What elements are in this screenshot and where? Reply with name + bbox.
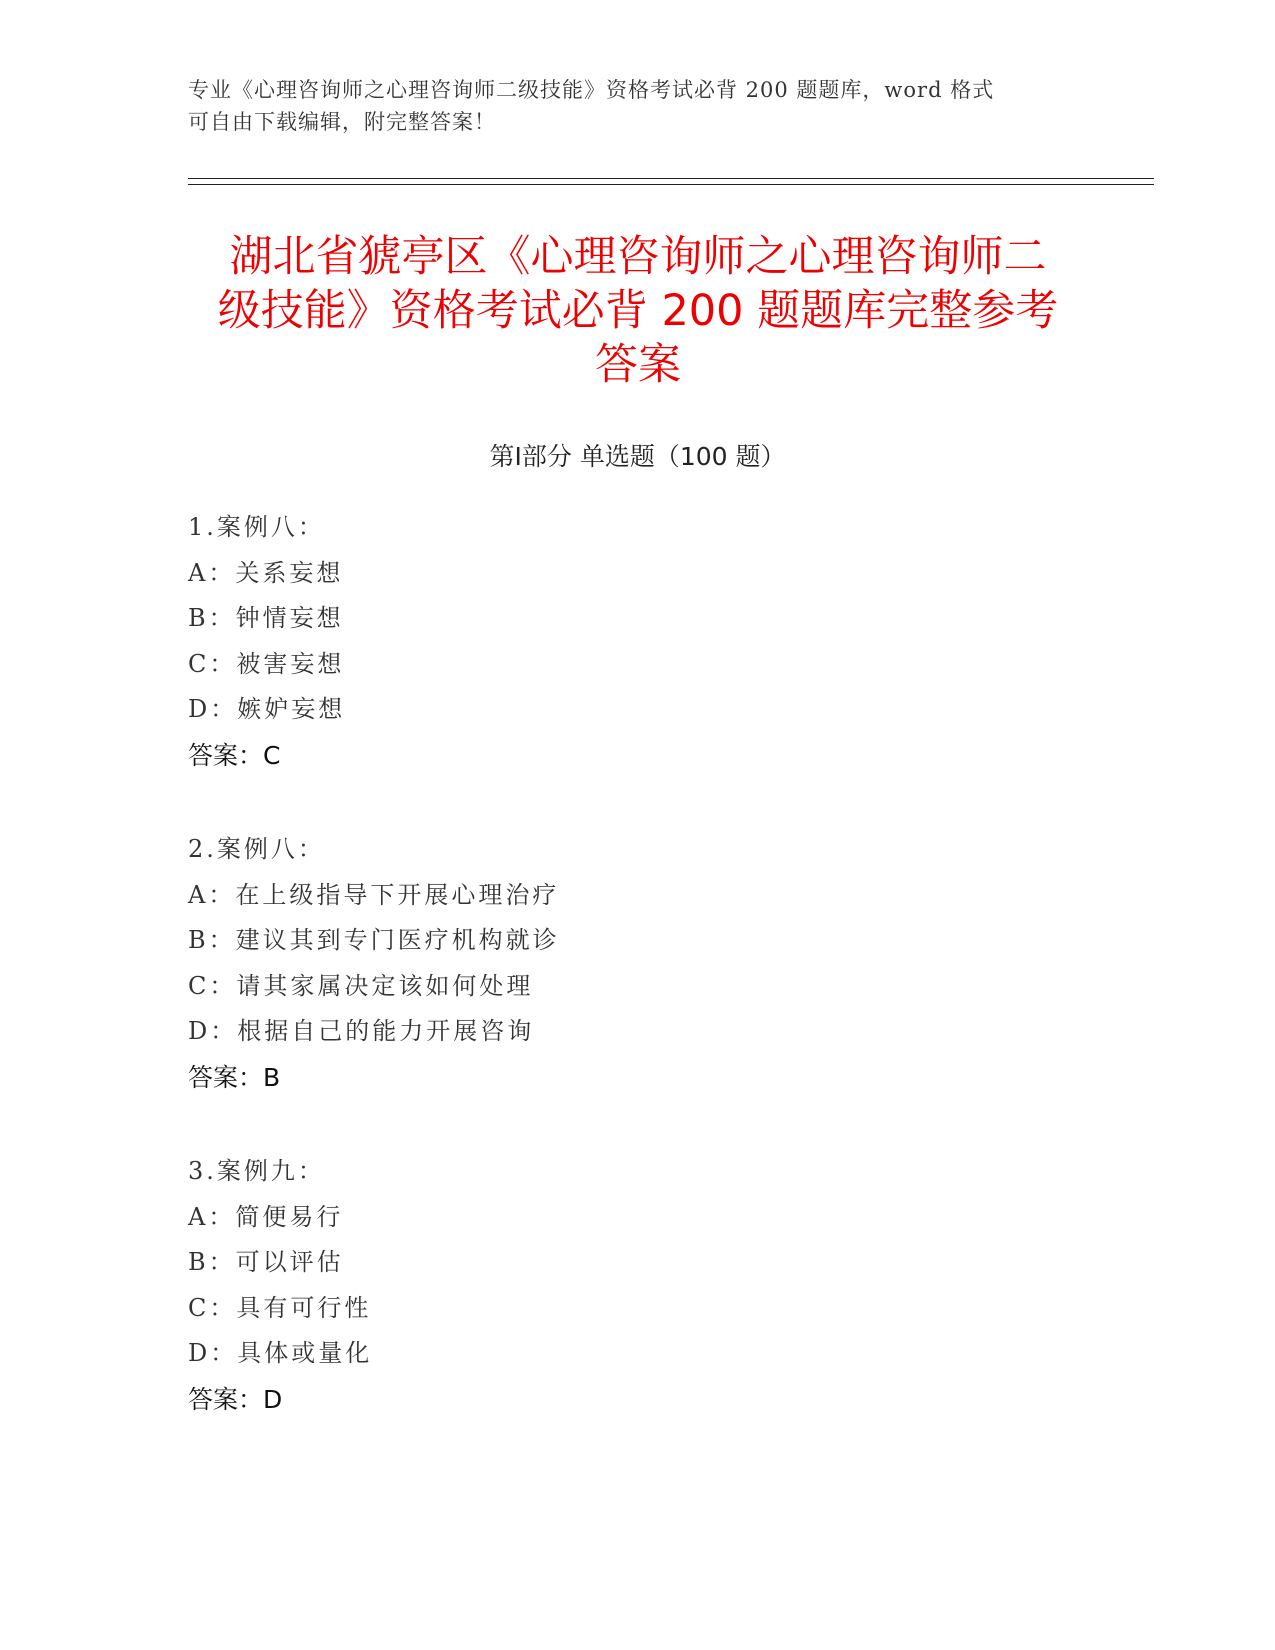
- answer-label: 答案：B: [188, 1062, 281, 1092]
- question-item: [188, 1149, 1088, 1422]
- question-stem: 2.案例八：: [188, 835, 325, 863]
- question-item: [188, 827, 1088, 1100]
- option-d: D：根据自己的能力开展咨询: [188, 1017, 535, 1045]
- option-a: A：简便易行: [188, 1202, 344, 1231]
- option-b: B：钟情妄想: [188, 604, 344, 632]
- document-title-line1: 湖北省猇亭区《心理咨询师之心理咨询师二: [229, 232, 1047, 282]
- option-a: A：在上级指导下开展心理治疗: [188, 880, 560, 909]
- header-note-line2: 可自由下载编辑，附完整答案！: [188, 110, 496, 134]
- section-heading: 第Ⅰ部分 单选题（100 题）: [489, 442, 786, 471]
- answer-label: 答案：C: [188, 740, 281, 770]
- document-title-line3: 答案: [595, 340, 681, 390]
- header-note: [188, 74, 1068, 138]
- option-d: D：具体或量化: [188, 1339, 373, 1367]
- option-b: B：建议其到专门医疗机构就诊: [188, 926, 560, 954]
- question-stem: 1.案例八：: [188, 513, 325, 541]
- question-stem: 3.案例九：: [188, 1157, 325, 1185]
- header-note-line1: 专业《心理咨询师之心理咨询师二级技能》资格考试必背 200 题题库，word 格式: [188, 78, 995, 102]
- option-a: A：关系妄想: [188, 558, 344, 587]
- document-title-line2: 级技能》资格考试必背 200 题题库完整参考: [217, 286, 1059, 336]
- question-item: [188, 505, 1088, 778]
- header-divider: [188, 178, 1154, 185]
- option-c: C：被害妄想: [188, 649, 345, 678]
- document-title: [180, 230, 1096, 392]
- option-c: C：具有可行性: [188, 1293, 372, 1322]
- answer-label: 答案：D: [188, 1384, 283, 1414]
- option-b: B：可以评估: [188, 1248, 344, 1276]
- option-c: C：请其家属决定该如何处理: [188, 971, 534, 1000]
- option-d: D：嫉妒妄想: [188, 695, 346, 723]
